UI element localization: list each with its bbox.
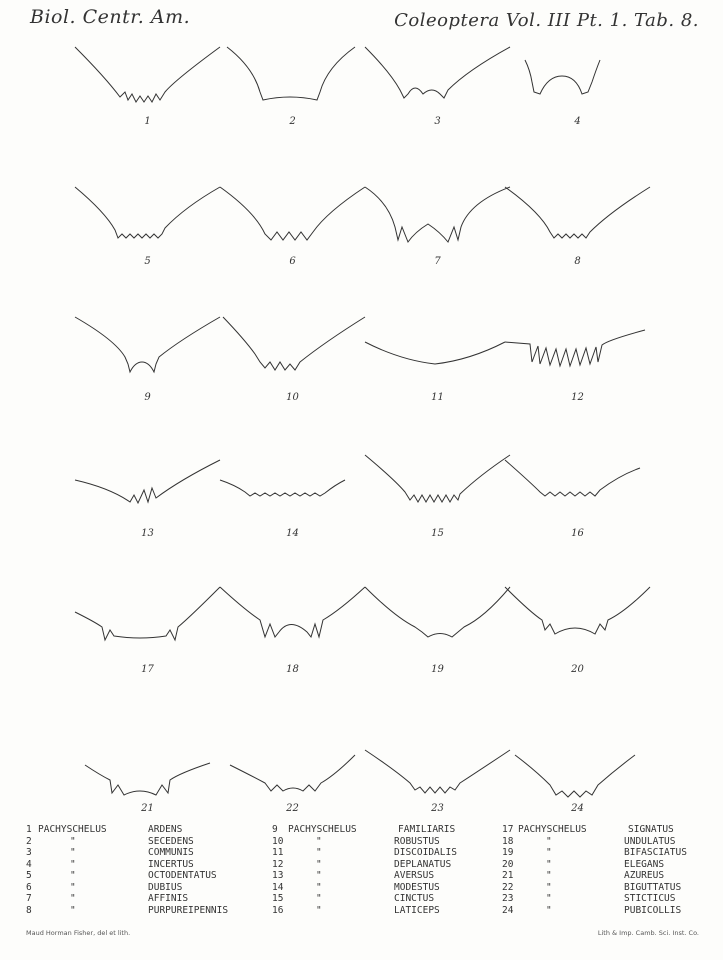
- legend-species: SECEDENS: [148, 835, 194, 847]
- figure-17-drawing: [70, 582, 225, 667]
- figure-3-drawing: [360, 42, 515, 127]
- figure-number: 10: [286, 392, 299, 403]
- figure-9: [70, 312, 225, 422]
- legend-number: 23: [502, 893, 514, 904]
- legend-number: 16: [272, 904, 284, 916]
- legend-number: 17: [502, 824, 514, 835]
- legend-ditto-mark: ": [546, 835, 552, 847]
- legend-entry: [26, 859, 228, 871]
- figure-10-drawing: [215, 312, 370, 397]
- figure-18-drawing: [215, 582, 370, 667]
- figure-14: [215, 450, 370, 560]
- figure-number: 22: [286, 803, 299, 814]
- legend-ditto-mark: ": [70, 904, 76, 916]
- figure-number: 8: [574, 256, 581, 267]
- legend-number: 5: [26, 870, 32, 881]
- legend-entry: [26, 824, 228, 836]
- legend-genus: PACHYSCHELUS: [518, 824, 587, 835]
- legend-number: 6: [26, 881, 32, 893]
- legend-entry: [272, 824, 457, 836]
- figure-number: 13: [141, 528, 154, 539]
- figure-17: [70, 582, 225, 692]
- legend-ditto-mark: ": [70, 858, 76, 870]
- legend-entry: [272, 847, 457, 859]
- figure-24-outline: [515, 755, 635, 797]
- legend-species: DEPLANATUS: [394, 858, 452, 870]
- legend-number: 11: [272, 847, 284, 858]
- figure-7-outline: [365, 187, 510, 242]
- legend-number: 24: [502, 904, 514, 916]
- plate-series-title: Biol. Centr. Am.: [30, 6, 191, 28]
- legend-entry: [502, 859, 687, 871]
- figure-19-drawing: [360, 582, 515, 667]
- legend-genus: PACHYSCHELUS: [38, 824, 107, 835]
- figure-20-drawing: [500, 582, 655, 667]
- legend-number: 7: [26, 893, 32, 904]
- legend-ditto-mark: ": [316, 893, 322, 904]
- figure-13-outline: [75, 460, 220, 503]
- legend-number: 9: [272, 824, 278, 835]
- legend-species: FAMILIARIS: [398, 824, 456, 835]
- figure-18: [215, 582, 370, 692]
- figure-4-drawing: [500, 42, 655, 127]
- figure-number: 16: [571, 528, 584, 539]
- legend-ditto-mark: ": [316, 870, 322, 881]
- legend-ditto-mark: ": [316, 835, 322, 847]
- figure-number: 21: [141, 803, 154, 814]
- figure-16-outline: [505, 460, 640, 496]
- legend-species: BIFASCIATUS: [624, 847, 687, 858]
- legend-entry: [272, 905, 457, 917]
- figure-11: [360, 312, 515, 422]
- legend-entry: [502, 870, 687, 882]
- legend-species: AVERSUS: [394, 870, 435, 881]
- figure-5-outline: [75, 187, 220, 238]
- figure-8-drawing: [500, 182, 655, 267]
- figure-12-outline: [505, 330, 645, 366]
- legend-entry: [272, 870, 457, 882]
- legend-genus: PACHYSCHELUS: [288, 824, 357, 835]
- legend-number: 20: [502, 858, 514, 870]
- figure-22-outline: [230, 755, 355, 791]
- figure-number: 14: [286, 528, 299, 539]
- legend-ditto-mark: ": [546, 870, 552, 881]
- figure-21-drawing: [70, 745, 225, 830]
- figure-3-outline: [365, 47, 510, 98]
- figure-4-outline: [525, 60, 600, 94]
- figure-2: [215, 42, 370, 152]
- legend-ditto-mark: ": [546, 847, 552, 858]
- figure-number: 12: [571, 392, 584, 403]
- figure-15-drawing: [360, 450, 515, 535]
- figure-18-outline: [220, 587, 365, 637]
- legend-species: COMMUNIS: [148, 847, 194, 858]
- figure-3: [360, 42, 515, 152]
- legend-number: 10: [272, 835, 284, 847]
- figure-11-drawing: [360, 312, 515, 397]
- legend-species: PUBICOLLIS: [624, 904, 682, 916]
- legend-species: BIGUTTATUS: [624, 881, 682, 893]
- figure-7: [360, 182, 515, 292]
- figure-1-outline: [75, 47, 220, 102]
- legend-entry: [502, 882, 687, 894]
- legend-entry: [502, 847, 687, 859]
- figure-number: 17: [141, 664, 154, 675]
- legend-species: INCERTUS: [148, 858, 194, 870]
- legend-species: MODESTUS: [394, 881, 440, 893]
- legend-number: 8: [26, 904, 32, 916]
- figure-11-outline: [365, 342, 505, 364]
- legend-entry: [502, 905, 687, 917]
- legend-species: DISCOIDALIS: [394, 847, 457, 858]
- legend-entry: [26, 847, 228, 859]
- legend-entry: [272, 882, 457, 894]
- figure-number: 1: [144, 116, 151, 127]
- legend-species: AFFINIS: [148, 893, 189, 904]
- legend-number: 12: [272, 858, 284, 870]
- figure-12-drawing: [500, 312, 655, 397]
- legend-number: 13: [272, 870, 284, 881]
- legend-number: 3: [26, 847, 32, 858]
- figure-7-drawing: [360, 182, 515, 267]
- legend-species: CINCTUS: [394, 893, 435, 904]
- legend-column-3: [502, 824, 687, 916]
- figure-number: 3: [434, 116, 441, 127]
- legend-ditto-mark: ": [70, 893, 76, 904]
- figure-5-drawing: [70, 182, 225, 267]
- legend-column-1: [26, 824, 228, 916]
- legend-entry: [26, 870, 228, 882]
- legend-number: 4: [26, 858, 32, 870]
- figure-number: 4: [574, 116, 581, 127]
- printer-credit: Lith & Imp. Camb. Sci. Inst. Co.: [597, 929, 699, 937]
- legend-species: OCTODENTATUS: [148, 870, 217, 881]
- legend-ditto-mark: ": [70, 835, 76, 847]
- legend-ditto-mark: ": [70, 847, 76, 858]
- figure-number: 24: [571, 803, 584, 814]
- legend-number: 15: [272, 893, 284, 904]
- figure-23-outline: [365, 750, 510, 793]
- figure-8-outline: [505, 187, 650, 238]
- figure-21-outline: [85, 763, 210, 795]
- figure-12: [500, 312, 655, 422]
- legend-number: 21: [502, 870, 514, 881]
- legend-species: ARDENS: [148, 824, 183, 835]
- legend-entry: [502, 893, 687, 905]
- figure-number: 7: [434, 256, 441, 267]
- figure-8: [500, 182, 655, 292]
- legend-species: DUBIUS: [148, 881, 183, 893]
- legend-ditto-mark: ": [316, 904, 322, 916]
- legend-entry: [502, 836, 687, 848]
- legend-entry: [26, 882, 228, 894]
- legend-entry: [26, 893, 228, 905]
- figure-14-drawing: [215, 450, 370, 535]
- figure-5: [70, 182, 225, 292]
- figure-number: 15: [431, 528, 444, 539]
- figure-6-drawing: [215, 182, 370, 267]
- legend-number: 1: [26, 824, 32, 835]
- figure-number: 9: [144, 392, 151, 403]
- legend-ditto-mark: ": [546, 893, 552, 904]
- figure-16: [500, 450, 655, 560]
- figure-22-drawing: [215, 745, 370, 830]
- figure-2-drawing: [215, 42, 370, 127]
- legend-species: AZUREUS: [624, 870, 665, 881]
- figure-15-outline: [365, 455, 510, 502]
- figure-15: [360, 450, 515, 560]
- figure-10-outline: [223, 317, 365, 370]
- legend-number: 18: [502, 835, 514, 847]
- legend-species: UNDULATUS: [624, 835, 676, 847]
- figure-20-outline: [505, 587, 650, 634]
- legend-number: 19: [502, 847, 514, 858]
- legend-species: PURPUREIPENNIS: [148, 904, 229, 916]
- figure-20: [500, 582, 655, 692]
- legend-ditto-mark: ": [316, 881, 322, 893]
- legend-entry: [272, 859, 457, 871]
- legend-species: LATICEPS: [394, 904, 440, 916]
- figure-1: [70, 42, 225, 152]
- figure-number: 20: [571, 664, 584, 675]
- legend-ditto-mark: ": [316, 858, 322, 870]
- legend-ditto-mark: ": [70, 870, 76, 881]
- artist-credit: Maud Horman Fisher, del et lith.: [26, 929, 131, 937]
- legend-species: ELEGANS: [624, 858, 665, 870]
- figure-number: 6: [289, 256, 296, 267]
- legend-ditto-mark: ": [70, 881, 76, 893]
- figure-14-outline: [220, 480, 345, 496]
- legend-species: SIGNATUS: [628, 824, 674, 835]
- legend-ditto-mark: ": [316, 847, 322, 858]
- legend-species: STICTICUS: [624, 893, 676, 904]
- figure-number: 18: [286, 664, 299, 675]
- figure-2-outline: [227, 47, 355, 100]
- figure-number: 23: [431, 803, 444, 814]
- figure-number: 5: [144, 256, 151, 267]
- legend-number: 2: [26, 835, 32, 847]
- figure-19: [360, 582, 515, 692]
- legend-ditto-mark: ": [546, 904, 552, 916]
- legend-species: ROBUSTUS: [394, 835, 440, 847]
- figure-6-outline: [220, 187, 365, 240]
- legend-number: 14: [272, 881, 284, 893]
- legend-entry: [272, 893, 457, 905]
- figure-number: 2: [289, 116, 296, 127]
- legend-entry: [502, 824, 687, 836]
- figure-9-outline: [75, 317, 220, 372]
- figure-17-outline: [75, 587, 220, 640]
- figure-number: 11: [431, 392, 444, 403]
- figure-10: [215, 312, 370, 422]
- legend-entry: [272, 836, 457, 848]
- figure-number: 19: [431, 664, 444, 675]
- legend-entry: [26, 836, 228, 848]
- figure-1-drawing: [70, 42, 225, 127]
- legend-column-2: [272, 824, 457, 916]
- figure-13: [70, 450, 225, 560]
- figure-23-drawing: [360, 745, 515, 830]
- legend-ditto-mark: ": [546, 881, 552, 893]
- legend-ditto-mark: ": [546, 858, 552, 870]
- figure-9-drawing: [70, 312, 225, 397]
- figure-24-drawing: [500, 745, 655, 830]
- figure-4: [500, 42, 655, 152]
- legend-entry: [26, 905, 228, 917]
- figure-16-drawing: [500, 450, 655, 535]
- plate-volume-title: Coleoptera Vol. III Pt. 1. Tab. 8.: [394, 10, 699, 31]
- figure-19-outline: [365, 587, 510, 637]
- legend-number: 22: [502, 881, 514, 893]
- figure-13-drawing: [70, 450, 225, 535]
- figure-6: [215, 182, 370, 292]
